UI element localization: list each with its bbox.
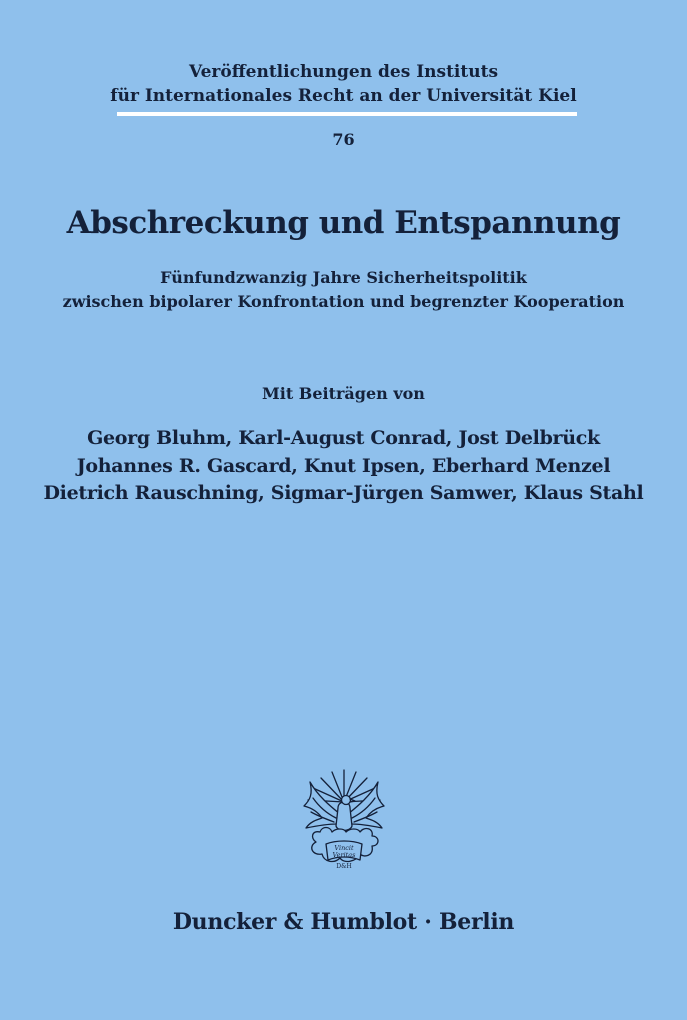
series-title-line2: für Internationales Recht an der Universität Kiel [110,86,577,106]
volume-number: 76 [332,130,355,149]
subtitle-line2: zwischen bipolarer Konfrontation und begrenzter Kooperation [62,292,625,311]
publisher-monogram: D&H [336,863,352,870]
author-line: Johannes R. Gascard, Knut Ipsen, Eberhard Menzel [76,455,611,477]
motto-line2: Veritas [332,851,356,859]
publisher-imprint: Duncker & Humblot · Berlin [172,909,515,935]
author-line: Georg Bluhm, Karl-August Conrad, Jost Delbrück [87,427,600,449]
eagle-emblem-icon [296,766,392,874]
book-title: Abschreckung und Entspannung [66,205,621,241]
series-title-line1: Veröffentlichungen des Instituts [188,62,499,82]
contributors-intro: Mit Beiträgen von [262,384,425,403]
motto-line1: Vincit [334,844,354,852]
divider-rule [117,112,577,116]
subtitle-line1: Fünfundzwanzig Jahre Sicherheitspolitik [160,268,527,287]
author-line: Dietrich Rauschning, Sigmar-Jürgen Samwer, Klaus Stahl [43,482,644,504]
